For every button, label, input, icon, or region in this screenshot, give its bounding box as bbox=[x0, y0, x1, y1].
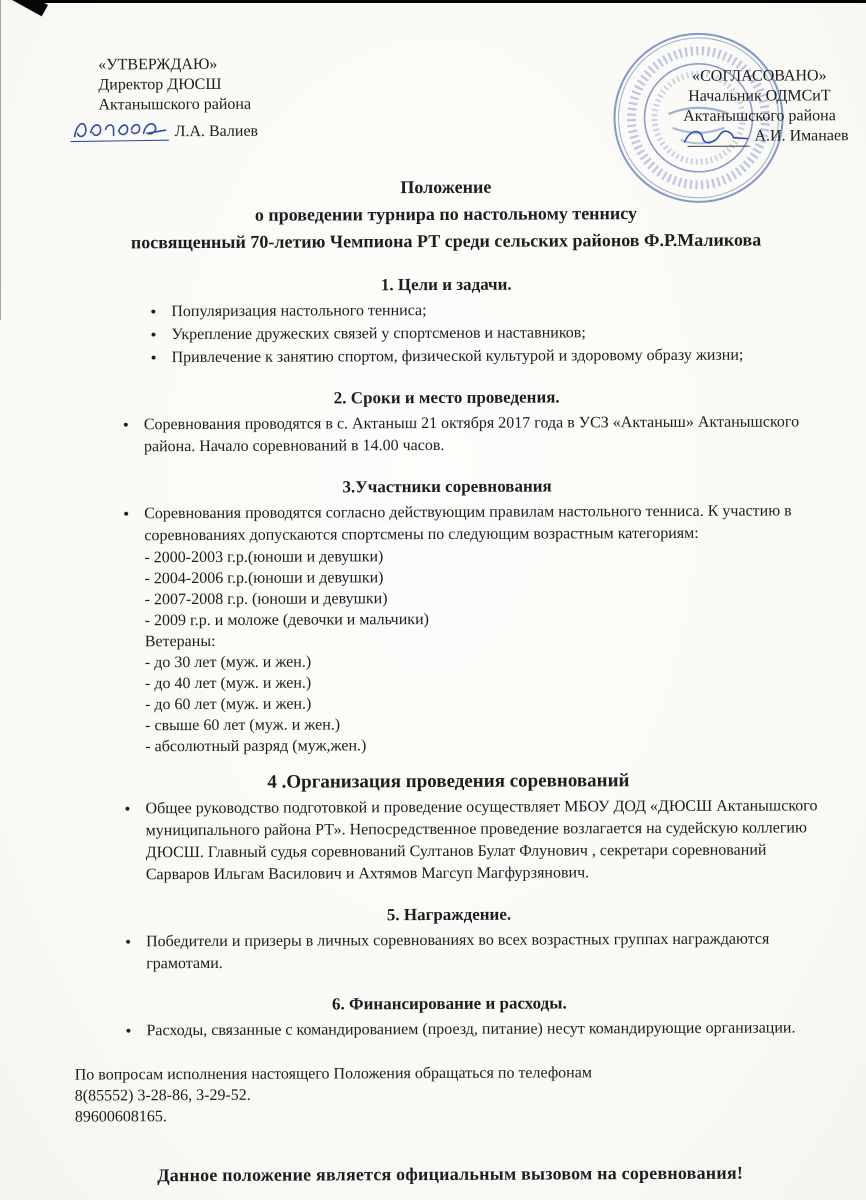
bullet-item: • Популяризация настольного тенниса; bbox=[149, 298, 821, 323]
approval-left-quote: «УТВЕРЖДАЮ» bbox=[98, 55, 218, 74]
section-organization bbox=[73, 768, 823, 886]
category-line: - до 60 лет (муж. и жен.) bbox=[145, 695, 312, 714]
approval-left-name: Л.А. Валиев bbox=[174, 122, 259, 141]
category-line: - 2007-2008 г.р. (юноши и девушки) bbox=[144, 590, 388, 609]
approval-left-role: Директор ДЮСШ bbox=[98, 75, 222, 94]
age-categories bbox=[144, 544, 823, 757]
section-goals bbox=[71, 271, 821, 369]
financing-list bbox=[74, 1017, 824, 1042]
section-awards bbox=[74, 901, 824, 975]
category-line: - 2009 г.р. и моложе (девочки и мальчики) bbox=[144, 611, 429, 630]
section-date-place bbox=[72, 384, 822, 458]
section-goals-heading: 1. Цели и задачи. bbox=[380, 274, 512, 295]
bullet-item bbox=[122, 500, 823, 757]
section-financing-heading: 6. Финансирование и расходы. bbox=[331, 993, 567, 1014]
approval-left-org: Актанышского района bbox=[98, 95, 252, 114]
bullet-item: • Соревнования проводятся в с. Актаныш 21 октября 2017 года в УСЗ «Актаныш» Актанышского района. Начало соревнований в 14.00 часов. bbox=[122, 411, 822, 458]
category-line: - 2004-2006 г.р.(юноши и девушки) bbox=[144, 569, 384, 588]
participants-list bbox=[72, 500, 823, 757]
category-line: - абсолютный разряд (муж,жен.) bbox=[145, 737, 367, 756]
category-line: Ветераны: bbox=[144, 632, 216, 651]
awards-list bbox=[74, 928, 824, 975]
section-date-place-heading: 2. Сроки и место проведения. bbox=[333, 387, 560, 408]
approval-block-utverzhdayu bbox=[98, 54, 398, 142]
bullet-item: • Общее руководство подготовкой и проведение осуществляет МБОУ ДОД «ДЮСШ Актанышского муниципального района РТ». Непосредственное проведение возлагается на судейскую коллегию ДЮСШ. Главный судья соревнований Султанов Булат Флунович , секретари соревнований Сарваров Ильгам Василович и Ахтямов Магсуп Магфурзянович. bbox=[123, 795, 823, 886]
bullet-item: • Привлечение к занятию спортом, физической культурой и здоровому образу жизни; bbox=[150, 344, 822, 369]
section-participants-heading: 3.Участники соревнования bbox=[342, 476, 552, 497]
section-awards-heading: 5. Награждение. bbox=[386, 904, 512, 925]
section-organization-heading: 4 .Организация проведения соревнований bbox=[267, 770, 630, 793]
category-line: - 2000-2003 г.р.(юноши и девушки) bbox=[144, 548, 384, 567]
category-line: - свыше 60 лет (муж. и жен.) bbox=[145, 716, 341, 735]
contact-block bbox=[75, 1061, 825, 1127]
title-line-2: о проведении турнира по настольному теннису bbox=[254, 203, 638, 225]
approval-right-quote: «СОГЛАСОВАНО» bbox=[692, 67, 827, 85]
contact-phones: 8(85552) 3-28-86, 3-29-52. bbox=[74, 1086, 251, 1105]
bullet-item: • Победители и призеры в личных соревнованиях во всех возрастных группах награждаются грамотами. bbox=[124, 928, 824, 975]
handwritten-signature-icon bbox=[681, 126, 751, 150]
participants-paragraph: • Соревнования проводятся согласно действующим правилам настольного тенниса. К участию в соревнованиях допускаются спортсмены по следующим возрастным категориям: bbox=[144, 502, 792, 545]
category-line: - до 40 лет (муж. и жен.) bbox=[144, 674, 312, 693]
contact-mobile: 89600608165. bbox=[74, 1108, 167, 1126]
approval-right-role: Начальник ОДМСиТ bbox=[688, 87, 831, 105]
title-line-3: посвященный 70-летию Чемпиона РТ среди сельских районов Ф.Р.Маликова bbox=[130, 229, 762, 253]
section-financing bbox=[74, 990, 824, 1042]
closing-statement: Данное положение является официальным вызовом на соревнования! bbox=[157, 1162, 744, 1186]
category-line: - до 30 лет (муж. и жен.) bbox=[144, 653, 312, 672]
goals-list bbox=[71, 298, 821, 369]
handwritten-signature-icon bbox=[71, 115, 171, 145]
bullet-item: • Укрепление дружеских связей у спортсменов и наставников; bbox=[149, 321, 821, 346]
signature-line bbox=[687, 132, 749, 147]
date-place-list bbox=[72, 411, 822, 458]
approval-left-signature-row bbox=[99, 114, 399, 142]
approval-right-signature-row bbox=[671, 126, 849, 147]
bullet-item: • Расходы, связанные с командированием (проезд, питание) несут командирующие организации. bbox=[124, 1017, 824, 1042]
title-line-1: Положение bbox=[400, 176, 492, 198]
section-participants bbox=[72, 473, 823, 757]
contact-line: По вопросам исполнения настоящего Положения обращаться по телефонам bbox=[74, 1064, 593, 1084]
approval-right-name: А.И. Иманаев bbox=[754, 127, 849, 145]
approval-block-soglasovano bbox=[670, 66, 848, 147]
approval-right-org: Актанышского района bbox=[683, 107, 836, 125]
approval-header bbox=[70, 52, 849, 149]
organization-list bbox=[73, 795, 823, 886]
